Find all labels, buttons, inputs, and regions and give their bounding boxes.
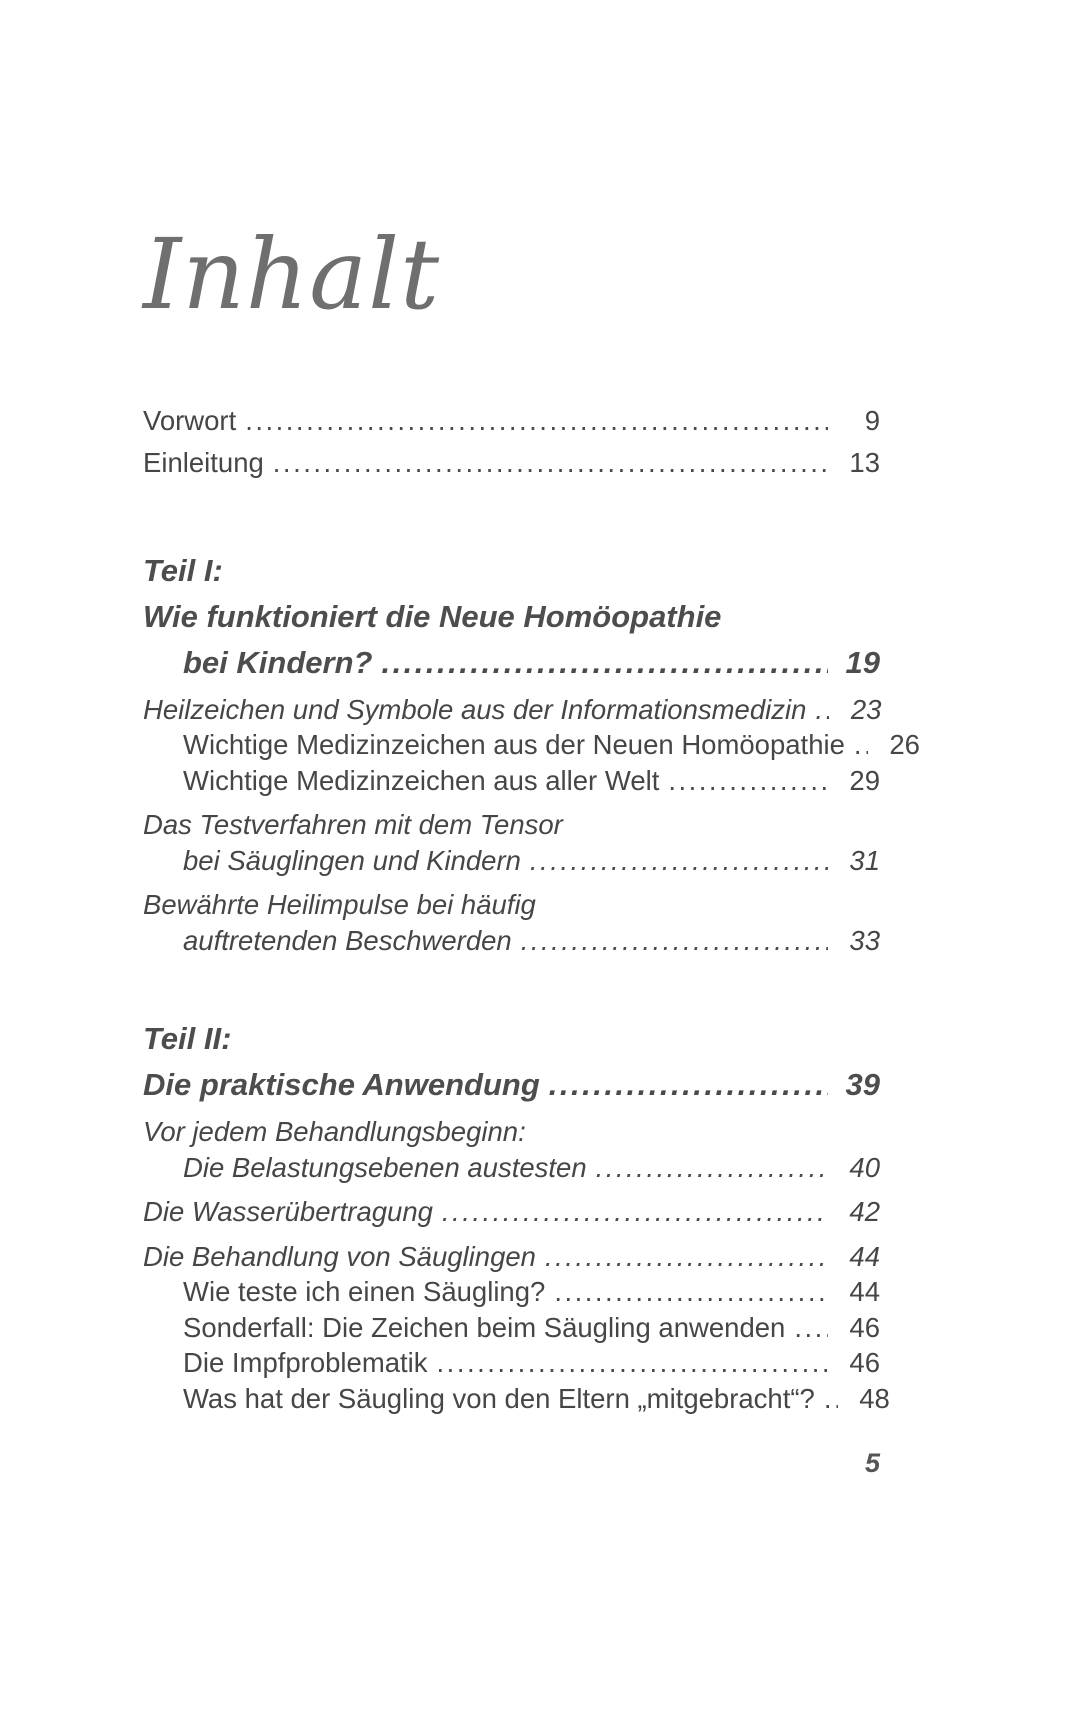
toc-entry-heilzeichen (143, 692, 880, 728)
entry-label: Die Behandlung von Säuglingen (143, 1240, 536, 1272)
entry-label: Die Belastungsebenen austesten (183, 1151, 587, 1183)
entry-page: 13 (849, 446, 880, 478)
entry-label: Die Impfproblematik (183, 1347, 428, 1379)
entry-label: Wie teste ich einen Säugling? (183, 1276, 546, 1308)
dot-leader (596, 1150, 828, 1186)
entry-page: 23 (850, 693, 882, 725)
entry-page: 31 (849, 844, 880, 876)
entry-label: Wichtige Medizinzeichen aus aller Welt (183, 764, 660, 796)
toc-entry-behandlungsbeginn-line2 (143, 1150, 880, 1186)
entry-label: Die praktische Anwendung (143, 1067, 540, 1103)
entry-page: 29 (849, 764, 880, 796)
toc-entry-medizinzeichen-welt (143, 763, 880, 799)
dot-leader (668, 763, 828, 799)
entry-page: 19 (845, 644, 880, 680)
entry-label: Die Wasserübertragung (143, 1196, 433, 1228)
part-1-title-line2 (143, 640, 880, 686)
entry-page: 42 (849, 1196, 880, 1228)
part-2 (143, 1016, 890, 1416)
entry-label: Sonderfall: Die Zeichen beim Säugling anwenden (183, 1311, 786, 1343)
toc-entry-mitgebracht (143, 1381, 890, 1417)
dot-leader (530, 843, 828, 879)
part-2-heading (143, 1016, 880, 1108)
entry-label: Einleitung (143, 446, 264, 478)
toc-entry-vorwort (143, 400, 880, 442)
entry-label: Vorwort (143, 404, 237, 436)
entry-page: 39 (845, 1067, 880, 1103)
entry-page: 40 (849, 1151, 880, 1183)
dot-leader (554, 1274, 828, 1310)
toc-entry-heilimpulse-line2 (143, 923, 880, 959)
dot-leader (854, 727, 868, 763)
dot-leader (245, 400, 828, 442)
toc-entry-wie-teste (143, 1274, 880, 1310)
page-title: Inhalt (143, 218, 441, 331)
toc-entry-wasseruebertragung (143, 1194, 880, 1230)
dot-leader (815, 692, 829, 728)
toc-entry-behandlung-saeuglinge (143, 1239, 880, 1275)
entry-page: 46 (849, 1311, 880, 1343)
toc-entry-medizinzeichen-homoeopathie (143, 727, 920, 763)
entry-page: 33 (849, 924, 880, 956)
toc-group (143, 692, 920, 799)
toc-group (143, 1114, 880, 1185)
dot-leader (549, 1062, 828, 1108)
part-1 (143, 548, 920, 959)
dot-leader (521, 923, 828, 959)
dot-leader (273, 442, 828, 484)
dot-leader (794, 1310, 828, 1346)
toc-group (143, 1194, 880, 1230)
toc-entry-testverfahren-line2 (143, 843, 880, 879)
entry-page: 48 (859, 1382, 890, 1414)
toc-entry-einleitung (143, 442, 880, 484)
dot-leader (442, 1194, 828, 1230)
entry-label: auftretenden Beschwerden (183, 924, 512, 956)
toc-group (143, 1239, 890, 1417)
entry-page: 26 (889, 729, 920, 761)
page-number: 5 (864, 1448, 880, 1478)
entry-page: 9 (864, 404, 880, 436)
entry-label: bei Säuglingen und Kindern (183, 844, 521, 876)
toc-entry-sonderfall (143, 1310, 880, 1346)
toc-entry-behandlungsbeginn-line1: Vor jedem Behandlungsbeginn: (143, 1116, 526, 1148)
toc-entry-testverfahren-line1: Das Testverfahren mit dem Tensor (143, 809, 563, 841)
toc-entry-heilimpulse-line1: Bewährte Heilimpulse bei häufig (143, 889, 536, 921)
dot-leader (824, 1381, 838, 1417)
entry-label: Was hat der Säugling von den Eltern „mitgebracht“? (183, 1382, 815, 1414)
entry-page: 44 (849, 1276, 880, 1308)
part-2-entries (143, 1114, 890, 1416)
entry-page: 44 (849, 1240, 880, 1272)
entry-label: bei Kindern? (183, 644, 373, 680)
toc-entry-impfproblematik (143, 1345, 880, 1381)
part-1-heading (143, 548, 880, 686)
entry-page: 46 (849, 1347, 880, 1379)
toc-group (143, 887, 880, 958)
front-matter (143, 400, 880, 484)
part-2-title (143, 1062, 880, 1108)
entry-label: Heilzeichen und Symbole aus der Informationsmedizin (143, 693, 807, 725)
part-1-entries (143, 692, 920, 959)
part-1-title-line1: Wie funktioniert die Neue Homöopathie (143, 598, 722, 634)
entry-label: Wichtige Medizinzeichen aus der Neuen Homöopathie (183, 729, 845, 761)
part-1-label: Teil I: (143, 552, 223, 588)
dot-leader (381, 640, 828, 686)
dot-leader (545, 1239, 828, 1275)
dot-leader (437, 1345, 828, 1381)
part-2-label: Teil II: (143, 1021, 232, 1057)
toc-group (143, 807, 880, 878)
